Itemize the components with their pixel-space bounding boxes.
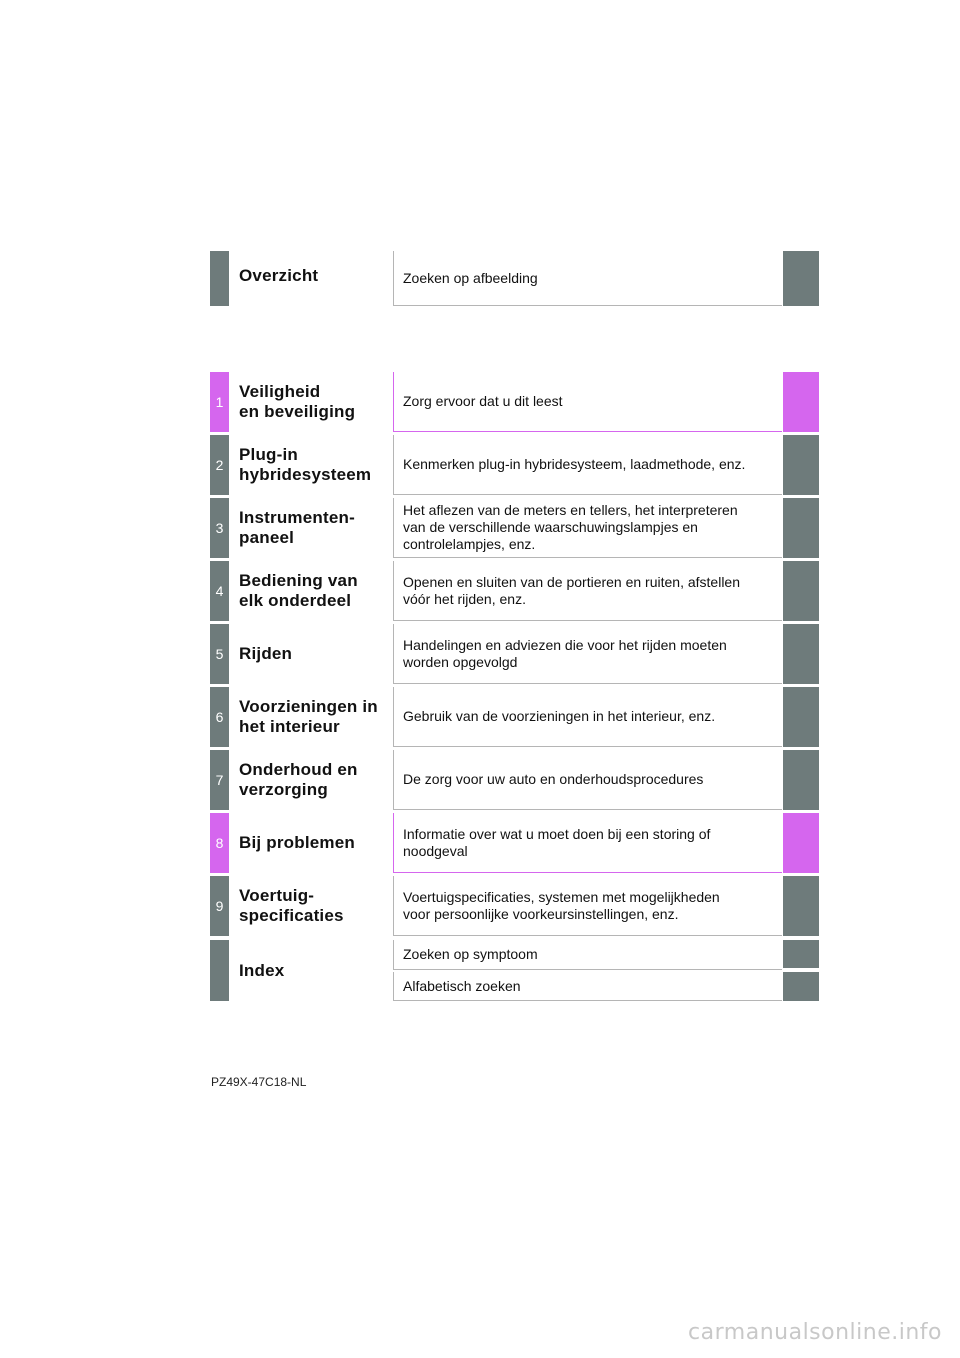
chapter-desc[interactable]: Informatie over wat u moet doen bij een storing of noodgeval: [393, 813, 782, 873]
chapter-title: Rijden: [239, 644, 293, 663]
chapter-number-tab: 8: [210, 813, 229, 873]
chapter-desc[interactable]: Handelingen en adviezen die voor het rijden moeten worden opgevolgd: [393, 624, 782, 684]
chapter-number-tab: 6: [210, 687, 229, 747]
chapter-row-5[interactable]: [210, 624, 819, 684]
index-row: [210, 940, 819, 1001]
chapter-desc[interactable]: Kenmerken plug-in hybridesysteem, laadmethode, enz.: [393, 435, 782, 495]
chapter-desc[interactable]: Voertuigspecificaties, systemen met mogelijkheden voor persoonlijke voorkeursinstellingen, enz.: [393, 876, 782, 936]
chapter-right-tab: [783, 813, 819, 873]
chapter-row-4[interactable]: [210, 561, 819, 621]
chapter-desc[interactable]: Het aflezen van de meters en tellers, het interpreteren van de verschillende waarschuwingslampjes en controlelampjes, enz.: [393, 498, 782, 558]
overview-right-tab: [783, 251, 819, 306]
index-alphabetic-search[interactable]: Alfabetisch zoeken: [393, 972, 782, 1001]
chapter-row-3[interactable]: [210, 498, 819, 558]
chapter-title: Bij problemen: [239, 833, 355, 852]
index-right-tab-1: [783, 940, 819, 968]
chapter-number-tab: 7: [210, 750, 229, 810]
overview-left-tab: [210, 251, 229, 306]
chapter-number-tab: 5: [210, 624, 229, 684]
chapter-number-tab: 3: [210, 498, 229, 558]
chapter-right-tab: [783, 372, 819, 432]
watermark: carmanualsonline.info: [688, 1320, 942, 1345]
index-symptom-search[interactable]: Zoeken op symptoom: [393, 940, 782, 970]
chapter-right-tab: [783, 498, 819, 558]
chapter-title: Voorzieningen in het interieur: [239, 697, 378, 736]
chapter-desc[interactable]: Zorg ervoor dat u dit leest: [393, 372, 782, 432]
chapter-desc[interactable]: Openen en sluiten van de portieren en ruiten, afstellen vóór het rijden, enz.: [393, 561, 782, 621]
chapter-right-tab: [783, 624, 819, 684]
chapter-title: Instrumenten- paneel: [239, 508, 355, 547]
chapter-number-tab: 1: [210, 372, 229, 432]
overview-row[interactable]: [210, 251, 819, 306]
index-title: Index: [239, 960, 285, 980]
chapter-title: Veiligheid en beveiliging: [239, 382, 356, 421]
chapter-right-tab: [783, 561, 819, 621]
chapter-desc[interactable]: De zorg voor uw auto en onderhoudsprocedures: [393, 750, 782, 810]
chapter-right-tab: [783, 876, 819, 936]
chapter-row-6[interactable]: [210, 687, 819, 747]
chapter-right-tab: [783, 750, 819, 810]
chapter-row-7[interactable]: [210, 750, 819, 810]
overview-desc[interactable]: Zoeken op afbeelding: [393, 251, 782, 306]
chapter-title: Plug-in hybridesysteem: [239, 445, 372, 484]
overview-title: Overzicht: [239, 266, 319, 285]
chapter-number-tab: 4: [210, 561, 229, 621]
chapter-desc[interactable]: Gebruik van de voorzieningen in het interieur, enz.: [393, 687, 782, 747]
document-code: PZ49X-47C18-NL: [211, 1075, 307, 1089]
chapter-title: Bediening van elk onderdeel: [239, 571, 358, 610]
chapter-title: Onderhoud en verzorging: [239, 760, 358, 799]
chapter-row-2[interactable]: [210, 435, 819, 495]
chapter-number-tab: 9: [210, 876, 229, 936]
index-left-tab: [210, 940, 229, 1001]
chapter-number-tab: 2: [210, 435, 229, 495]
chapter-row-1[interactable]: [210, 372, 819, 432]
chapter-right-tab: [783, 435, 819, 495]
chapter-row-9[interactable]: [210, 876, 819, 936]
chapter-title: Voertuig- specificaties: [239, 886, 344, 925]
chapter-right-tab: [783, 687, 819, 747]
index-right-tab-2: [783, 972, 819, 1001]
chapter-row-8[interactable]: [210, 813, 819, 873]
